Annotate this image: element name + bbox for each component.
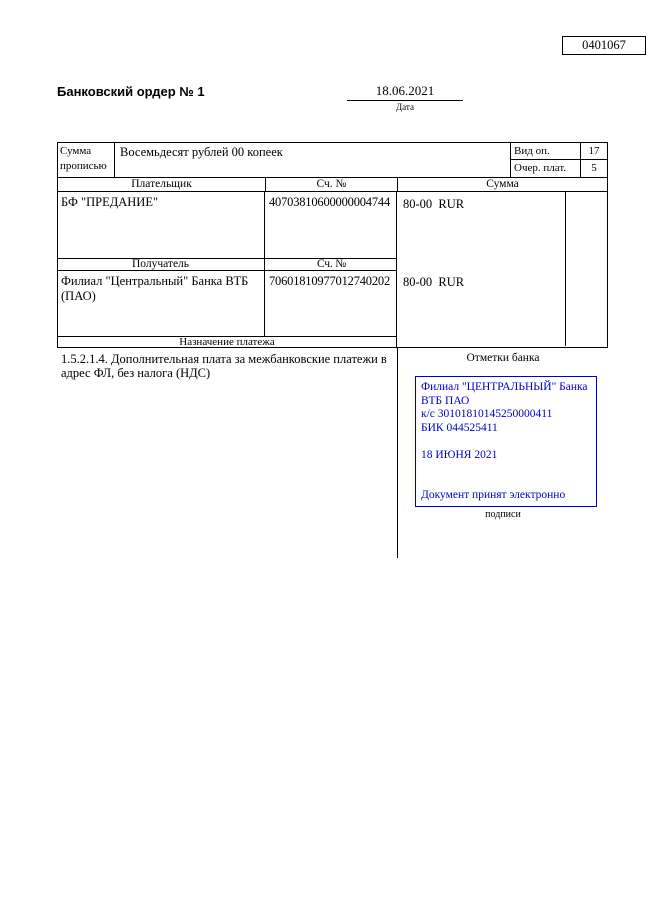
stamp-line: Документ принят электронно: [421, 489, 566, 501]
payment-priority-value: 5: [591, 162, 597, 174]
payer-column-header: Плательщик: [58, 178, 266, 191]
amount-words-row: [57, 142, 608, 178]
amount-words-label: Сумма прописью: [58, 143, 115, 177]
payee-amount: 80-00 RUR: [403, 275, 465, 289]
payee-name: Филиал "Центральный" Банка ВТБ (ПАО): [58, 271, 265, 336]
payer-amount: 80-00 RUR: [403, 197, 465, 211]
payee-row: [58, 271, 396, 336]
op-type-row: [511, 143, 607, 160]
payer-row: [58, 192, 396, 258]
stamp-line: [421, 476, 591, 490]
payee-header-row: [58, 258, 396, 271]
document-title: Банковский ордер № 1: [57, 84, 205, 99]
parties-table: [57, 192, 397, 348]
account-column-header: Сч. №: [266, 178, 398, 191]
amount-inner-divider: [565, 192, 566, 346]
bank-stamp: [415, 376, 597, 507]
signatures-label: подписи: [485, 509, 521, 520]
form-code: 0401067: [582, 38, 626, 52]
bottom-section-divider: [397, 348, 398, 558]
stamp-line: БИК 044525411: [421, 421, 498, 434]
date-block: [347, 83, 463, 112]
amount-words-value: Восемьдесят рублей 00 копеек: [115, 143, 511, 177]
op-type-label: Вид оп.: [511, 143, 581, 159]
payer-name: БФ "ПРЕДАНИЕ": [58, 192, 265, 258]
stamp-line: ВТБ ПАО: [421, 394, 470, 407]
date-value: 18.06.2021: [347, 83, 463, 101]
amount-column-header: Сумма: [486, 178, 519, 190]
stamp-line: 18 ИЮНЯ 2021: [421, 448, 498, 461]
payment-priority-row: [511, 160, 607, 177]
bank-marks-header: Отметки банка: [466, 352, 540, 364]
stamp-line: к/с 30101810145250000411: [421, 408, 553, 420]
payee-column-header: Получатель: [58, 259, 265, 270]
payee-account: 70601810977012740202: [269, 274, 391, 288]
purpose-header: Назначение платежа: [58, 336, 396, 348]
payment-priority-label: Очер. плат.: [511, 160, 581, 177]
stamp-line: [421, 435, 591, 449]
stamp-line: Филиал "ЦЕНТРАЛЬНЫЙ" Банка: [421, 381, 588, 393]
purpose-text: 1.5.2.1.4. Дополнительная плата за межбанковские платежи в адрес ФЛ, без налога (НДС): [61, 352, 387, 380]
form-code-box: [562, 36, 646, 55]
payee-account-column-header: Сч. №: [316, 258, 347, 270]
payer-account: 40703810600000004744: [269, 195, 391, 209]
operation-codes-block: [511, 143, 607, 177]
op-type-value: 17: [588, 145, 600, 157]
stamp-line: [421, 462, 591, 476]
columns-header-row: [57, 178, 608, 192]
amount-column: [397, 192, 608, 348]
date-label: Дата: [396, 102, 414, 112]
